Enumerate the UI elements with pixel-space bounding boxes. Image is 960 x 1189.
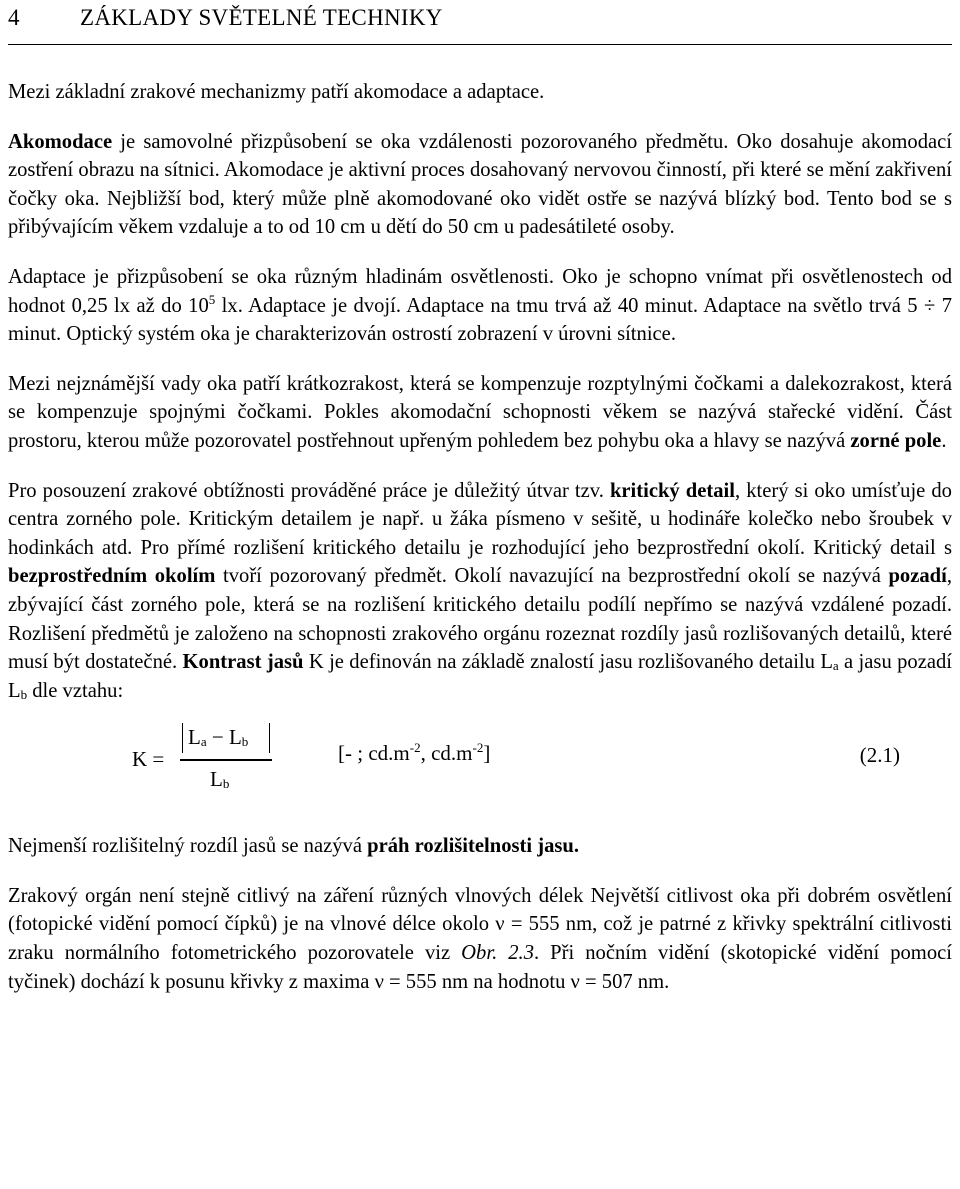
equation-lhs: K = <box>132 747 165 772</box>
chapter-title: ZÁKLADY SVĚTELNÉ TECHNIKY <box>80 5 443 30</box>
equation-2-1 <box>8 719 952 811</box>
figure-reference: Obr. 2.3 <box>461 942 534 965</box>
term-prah-rozlisitelnosti: práh rozlišitelnosti jasu. <box>367 835 580 858</box>
paragraph-intro: Mezi základní zrakové mechanizmy patří akomodace a adaptace. <box>8 81 545 103</box>
paragraph-threshold: Nejmenší rozlišitelný rozdíl jasů se nazývá práh rozlišitelnosti jasu. <box>8 835 580 858</box>
term-kontrast-jasu: Kontrast jasů <box>182 651 304 674</box>
paragraph-critical-detail: Pro posouzení zrakové obtížnosti prováděné práce je důležitý útvar tzv. kritický detail, který si oko umísťuje do centra zorného pole. Kritickým detailem je např. u žáka písmeno v sešitě, u hodináře kolečko nebo šroubek v hodinkách atd. Pro přímé rozlišení kritického detailu je rozhodující jeho bezprostřední okolí. Kritický detail s bezprostředním okolím tvoří pozorovaný předmět. Okolí navazující na bezprostřední okolí se nazývá pozadí, zbývající část zorného pole, která se na rozlišení kritického detailu podílí nepřímo se nazývá vzdálené pozadí. Rozlišení předmětů je založeno na schopnosti zrakového orgánu rozeznat rozdíly jasů rozlišovaných detailů, které musí být dostatečné. Kontrast jasů K je definován na základě znalostí jasu rozlišovaného detailu $L_a$ a jasu pozadí $L_b$ dle vztahu: <box>8 479 952 702</box>
paragraph-spectral-sensitivity: Zrakový orgán není stejně citlivý na záření různých vlnových délek Největší citlivost oka při dobrém osvětlení (fotopické vidění pomocí čípků) je na vlnové délce okolo ν = 555 nm, což je patrné z křivky spektrální citlivosti zraku normálního fotometrického pozorovatele viz Obr. 2.3. Při nočním vidění (skotopické vidění pomocí tyčinek) dochází k posunu křivky z maxima ν = 555 nm na hodnotu ν = 507 nm. <box>8 884 952 993</box>
term-pozadi: pozadí <box>888 565 947 588</box>
term-akomodace: Akomodace <box>8 130 113 153</box>
paragraph-eye-defects: Mezi nejznámější vady oka patří krátkozrakost, která se kompenzuje rozptylnými čočkami a dalekozrakost, která se kompenzuje spojnými čočkami. Pokles akomodační schopnosti věkem se nazývá stařecké vidění. Část prostoru, kterou může pozorovatel postřehnout upřeným pohledem bez pohybu oka a hlavy se nazývá zorné pole. <box>8 372 952 452</box>
equation-units: [- ; $cd.m^{-2}$, $cd.m^{-2}$] <box>338 740 491 766</box>
paragraph-adaptation: Adaptace je přizpůsobení se oka různým hladinám osvětlenosti. Oko je schopno vnímat při osvětlenostech od hodnot 0,25 lx až do $10^5$ lx. Adaptace je dvojí. Adaptace na tmu trvá až 40 minut. Adaptace na světlo trvá 5 ÷ 7 minut. Optický systém oka je charakterizován ostrostí zobrazení v úrovni sítnice. <box>8 265 952 346</box>
term-kriticky-detail: kritický detail <box>609 479 735 502</box>
fraction-denominator: $L_b$ <box>210 767 230 792</box>
document-body <box>8 78 952 996</box>
absolute-bar-right <box>269 723 270 753</box>
fraction-numerator: $L_a - L_b$ <box>180 723 272 753</box>
equation-fraction <box>180 719 272 799</box>
equation-number: (2.1) <box>859 743 900 768</box>
term-bezprostredni-okoli: bezprostředním okolím <box>8 565 216 588</box>
absolute-bar-left <box>182 723 183 753</box>
term-zorne-pole: zorné pole <box>850 429 942 452</box>
paragraph-accommodation: Akomodace je samovolné přizpůsobení se oka vzdálenosti pozorovaného předmětu. Oko dosahuje akomodací zostření obrazu na sítnici. Akomodace je aktivní proces dosahovaný nervovou činností, při které se mění zakřivení čočky oka. Nejbližší bod, který může plně akomodované oko vidět ostře se nazývá blízký bod. Tento bod se s přibývajícím věkem vzdaluje a to od 10 cm u dětí do 50 cm u padesátileté osoby. <box>8 130 952 239</box>
page-header <box>8 0 952 45</box>
page-number: 4 <box>8 5 20 30</box>
fraction-bar <box>180 759 272 760</box>
